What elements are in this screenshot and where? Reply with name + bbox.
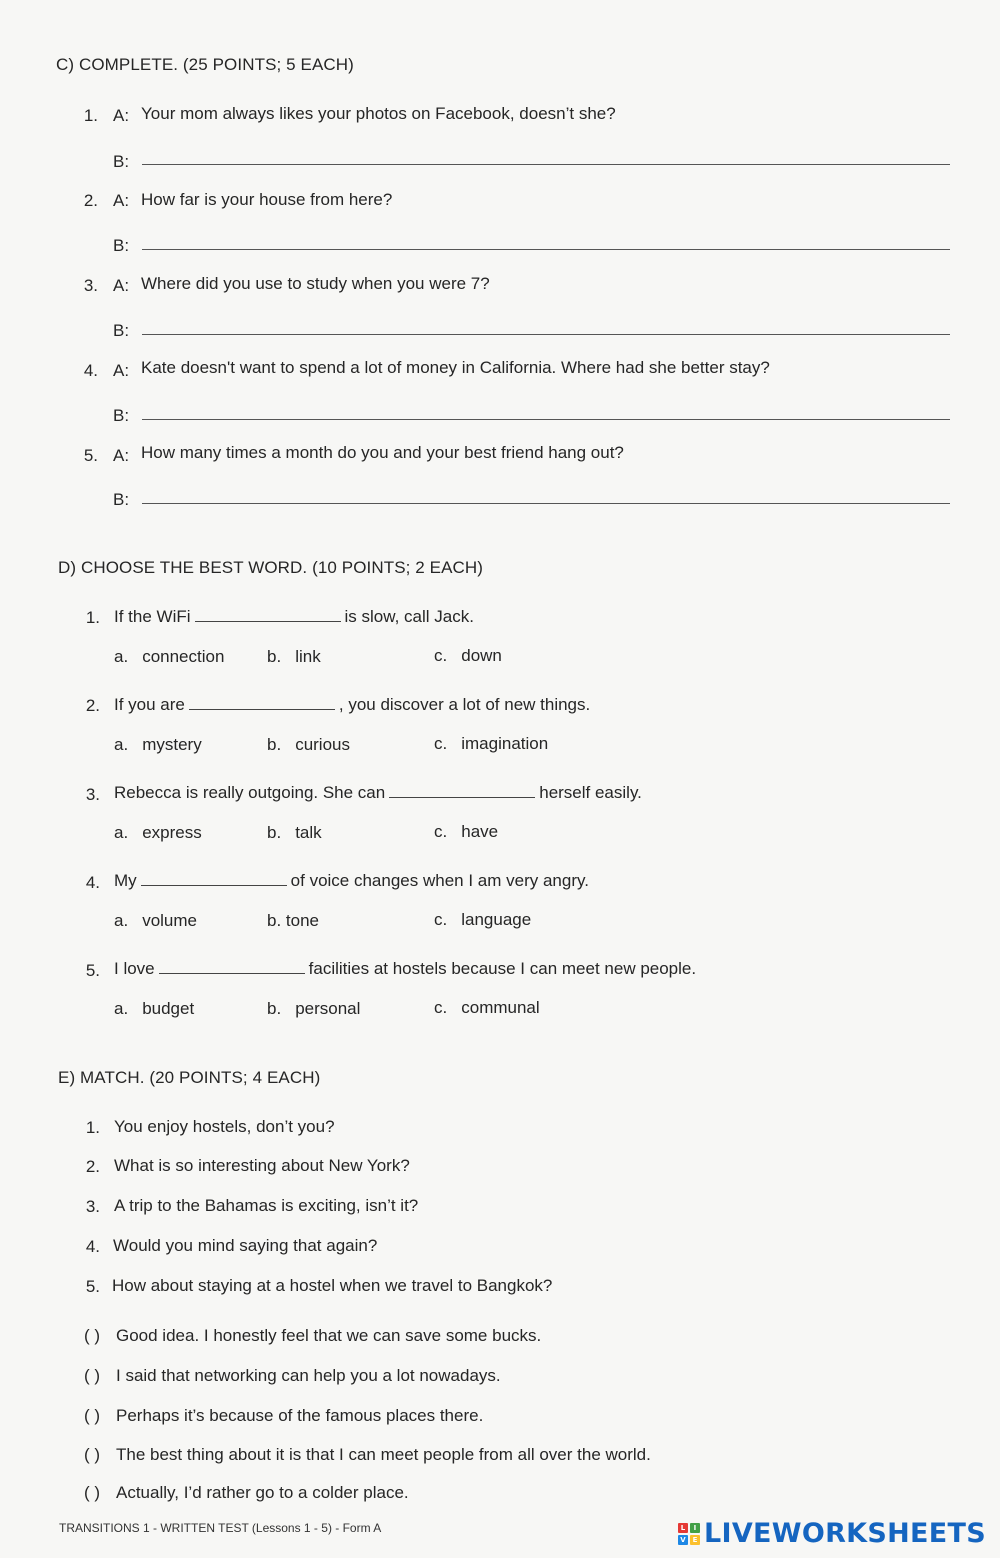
logo-tile: E <box>690 1535 700 1545</box>
e-question-number: 3. <box>85 1197 100 1216</box>
sentence-start: If the WiFi <box>114 607 191 626</box>
speaker-a-label: A: <box>113 446 130 465</box>
speaker-b-label: B: <box>113 490 130 509</box>
speaker-b-label: B: <box>113 406 130 425</box>
speaker-b-label: B: <box>113 236 130 255</box>
e-question: Would you mind saying that again? <box>113 1236 378 1255</box>
match-paren[interactable]: ( ) <box>84 1366 101 1385</box>
e-question-number: 4. <box>85 1237 100 1256</box>
match-answer: ( ) Actually, I’d rather go to a colder place. <box>84 1483 409 1502</box>
d-sentence <box>114 783 642 803</box>
option-c: c. down <box>434 646 502 665</box>
e-question-number: 1. <box>85 1118 100 1137</box>
sentence-end: herself easily. <box>539 783 642 802</box>
fill-blank[interactable] <box>141 871 287 886</box>
option-b: b. curious <box>267 735 350 754</box>
match-paren[interactable]: ( ) <box>84 1445 101 1464</box>
fill-blank[interactable] <box>389 783 535 798</box>
e-question: A trip to the Bahamas is exciting, isn’t it? <box>114 1196 419 1215</box>
d-item-number: 3. <box>85 785 100 804</box>
fill-blank[interactable] <box>195 607 341 622</box>
sentence-end: , you discover a lot of new things. <box>338 695 591 714</box>
d-item-number: 2. <box>85 696 100 715</box>
answer-line[interactable] <box>142 164 950 165</box>
sentence-start: I love <box>114 959 155 978</box>
liveworksheets-logo <box>678 1518 986 1549</box>
option-a: a. express <box>114 823 202 842</box>
fill-blank[interactable] <box>189 695 335 710</box>
speaker-a-label: A: <box>113 191 130 210</box>
speaker-a-label: A: <box>113 276 130 295</box>
logo-text: LIVEWORKSHEETS <box>703 1518 986 1549</box>
option-a: a. volume <box>114 911 197 930</box>
d-sentence <box>114 871 589 891</box>
logo-tile: L <box>678 1523 688 1533</box>
d-sentence <box>114 695 590 715</box>
fill-blank[interactable] <box>159 959 305 974</box>
answer-line[interactable] <box>142 419 950 420</box>
sentence-start: If you are <box>114 695 185 714</box>
e-question: What is so interesting about New York? <box>114 1156 410 1175</box>
c-question: Kate doesn't want to spend a lot of money in California. Where had she better stay? <box>141 358 770 377</box>
match-paren[interactable]: ( ) <box>84 1483 101 1502</box>
match-answer: ( ) I said that networking can help you a lot nowadays. <box>84 1366 501 1385</box>
answer-line[interactable] <box>142 503 950 504</box>
e-question: You enjoy hostels, don’t you? <box>114 1117 335 1136</box>
c-question: How many times a month do you and your best friend hang out? <box>141 443 624 462</box>
sentence-end: is slow, call Jack. <box>344 607 474 626</box>
sentence-end: of voice changes when I am very angry. <box>290 871 589 890</box>
d-sentence <box>114 607 474 627</box>
d-sentence <box>114 959 696 979</box>
speaker-a-label: A: <box>113 361 130 380</box>
e-question-number: 2. <box>85 1157 100 1176</box>
speaker-b-label: B: <box>113 321 130 340</box>
option-c: c. communal <box>434 998 540 1017</box>
c-item-number: 2. <box>83 191 98 210</box>
match-paren[interactable]: ( ) <box>84 1406 101 1425</box>
option-a: a. connection <box>114 647 225 666</box>
option-c: c. language <box>434 910 532 929</box>
e-question: How about staying at a hostel when we travel to Bangkok? <box>112 1276 553 1295</box>
c-item-number: 1. <box>83 106 98 125</box>
d-item-number: 5. <box>85 961 100 980</box>
e-question-number: 5. <box>85 1277 100 1296</box>
c-question: How far is your house from here? <box>141 190 393 209</box>
option-c: c. have <box>434 822 499 841</box>
answer-line[interactable] <box>142 249 950 250</box>
answer-line[interactable] <box>142 334 950 335</box>
c-item-number: 3. <box>83 276 98 295</box>
logo-tile: I <box>690 1523 700 1533</box>
option-b: b. tone <box>267 911 320 930</box>
logo-tile: V <box>678 1535 688 1545</box>
d-item-number: 4. <box>85 873 100 892</box>
sentence-start: Rebecca is really outgoing. She can <box>114 783 386 802</box>
c-item-number: 5. <box>83 446 98 465</box>
option-b: b. link <box>267 647 321 666</box>
speaker-a-label: A: <box>113 106 130 125</box>
speaker-b-label: B: <box>113 152 130 171</box>
sentence-start: My <box>114 871 137 890</box>
option-a: a. budget <box>114 999 195 1018</box>
section-e-title: E) MATCH. (20 POINTS; 4 EACH) <box>58 1068 321 1087</box>
option-b: b. personal <box>267 999 361 1018</box>
c-item-number: 4. <box>83 361 98 380</box>
match-answer: ( ) Perhaps it’s because of the famous places there. <box>84 1406 484 1425</box>
section-c-title: C) COMPLETE. (25 POINTS; 5 EACH) <box>56 55 354 74</box>
option-a: a. mystery <box>114 735 202 754</box>
d-item-number: 1. <box>85 608 100 627</box>
sentence-end: facilities at hostels because I can meet new people. <box>308 959 697 978</box>
option-c: c. imagination <box>434 734 549 753</box>
logo-grid-icon <box>678 1523 700 1545</box>
c-question: Where did you use to study when you were 7? <box>141 274 490 293</box>
match-answer: ( ) The best thing about it is that I can meet people from all over the world. <box>84 1445 651 1464</box>
match-paren[interactable]: ( ) <box>84 1326 101 1345</box>
match-answer: ( ) Good idea. I honestly feel that we can save some bucks. <box>84 1326 542 1345</box>
c-question: Your mom always likes your photos on Facebook, doesn’t she? <box>141 104 616 123</box>
section-d-title: D) CHOOSE THE BEST WORD. (10 POINTS; 2 EACH) <box>58 558 484 577</box>
option-b: b. talk <box>267 823 322 842</box>
footer-text: TRANSITIONS 1 - WRITTEN TEST (Lessons 1 - 5) - Form A <box>59 1521 382 1535</box>
